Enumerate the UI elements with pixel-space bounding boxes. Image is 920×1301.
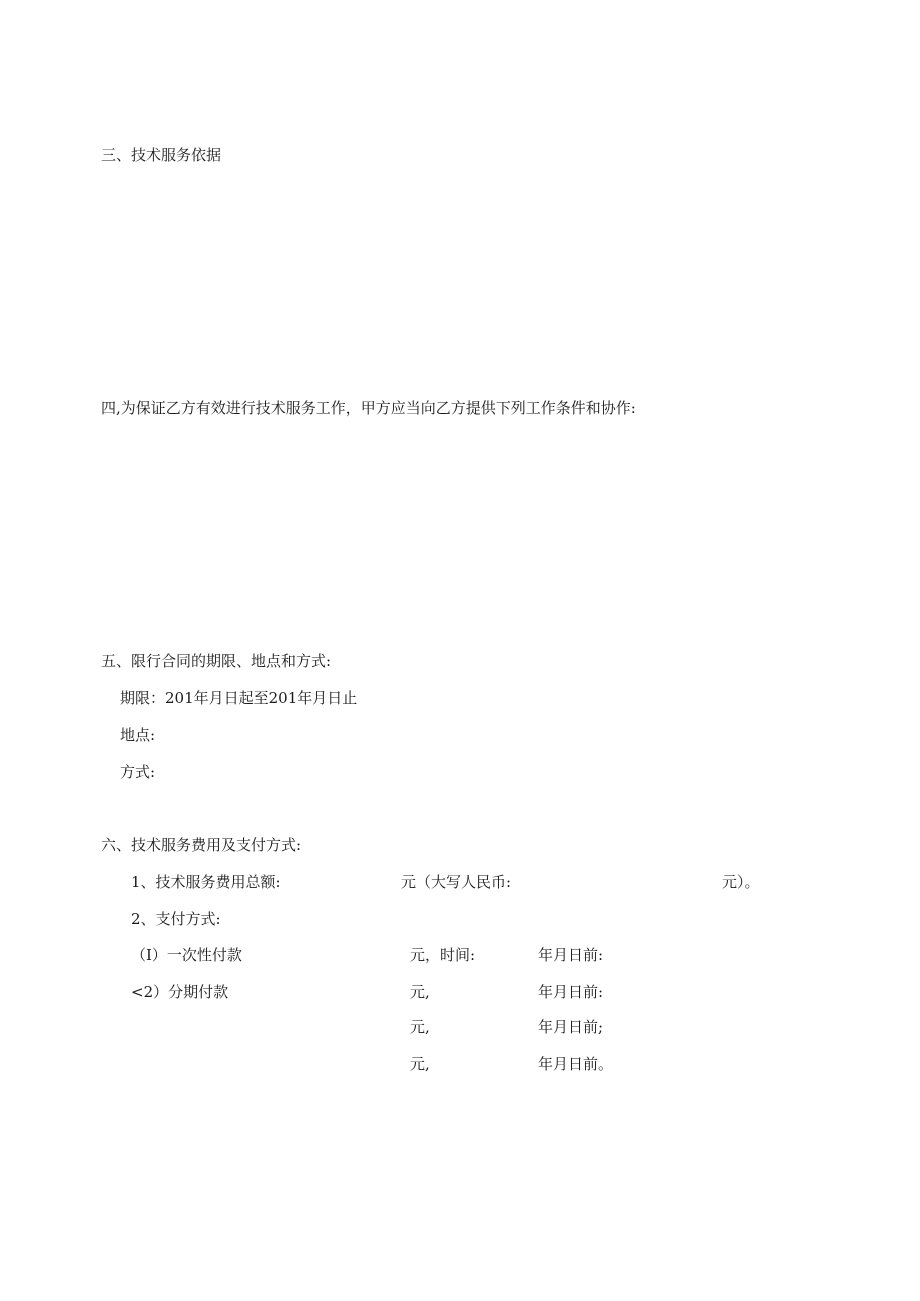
installment-yuan: 元, — [410, 983, 430, 1001]
section-5-heading: 五、限行合同的期限、地点和方式: — [101, 652, 332, 670]
installment-date: 年月日前: — [538, 983, 604, 1001]
total-fee-label: 1、技术服务费用总额: — [131, 873, 281, 891]
location-line: 地点: — [120, 726, 156, 744]
installment-date: 年月日前; — [538, 1018, 604, 1036]
lump-sum-yuan: 元，时间: — [410, 946, 476, 964]
term-line: 期限：201年月日起至201年月日止 — [120, 689, 358, 707]
total-fee-yuan: 元（大写人民币: — [401, 873, 512, 891]
total-fee-close: 元）。 — [722, 873, 760, 891]
method-line: 方式: — [120, 763, 156, 781]
payment-method-label: 2、支付方式: — [131, 910, 221, 928]
section-3-heading: 三、技术服务依据 — [101, 146, 222, 164]
installment-label: <2）分期付款 — [131, 983, 229, 1001]
section-4-heading: 四,为保证乙方有效进行技术服务工作，甲方应当向乙方提供下列工作条件和协作: — [101, 399, 636, 417]
lump-sum-label: （I）一次性付款 — [131, 946, 242, 964]
lump-sum-date: 年月日前: — [538, 946, 604, 964]
section-6-heading: 六、技术服务费用及支付方式: — [101, 836, 302, 854]
installment-date: 年月日前。 — [538, 1055, 614, 1073]
installment-yuan: 元, — [410, 1018, 430, 1036]
installment-yuan: 元, — [410, 1055, 430, 1073]
